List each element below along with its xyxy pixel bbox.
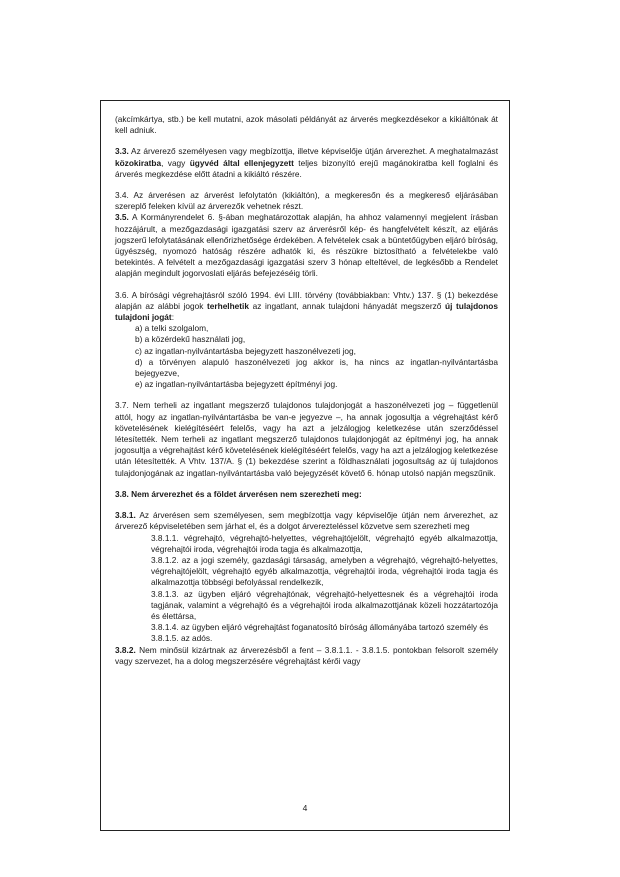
excluded-persons-list xyxy=(115,533,498,645)
list-item: 3.8.1.2. az a jogi személy, gazdasági társaság, amelyben a végrehajtó, végrehajtó-helyettes, végrehajtójelölt, végrehajtó egyéb alkalmazottja, végrehajtói iroda, végrehajtói iroda tagja és alkalmazottja többségi befolyással rendelkezik, xyxy=(151,554,498,588)
paragraph-continued: (akcímkártya, stb.) be kell mutatni, azok másolati példányát az árverés megkezdésekor a kikiáltónak át kell adniuk. xyxy=(115,114,498,136)
list-item: c) az ingatlan-nyilvántartásba bejegyzett haszonélvezeti jog, xyxy=(135,345,356,356)
section-3-8-1: 3.8.1. Az árverésen sem személyesen, sem megbízottja vagy képviselője útján nem árverezhet, az árverező képviseletében sem járhat el, és a dolgot árverezteléssel közvetve sem szerezheti meg xyxy=(115,510,498,532)
section-3-7: 3.7. Nem terheli az ingatlant megszerző tulajdonos tulajdonjogát a haszonélvezeti jog – függetlenül attól, hogy az ingatlan-nyilvántartásba be van-e jegyezve –, ha annak jogosultja a végrehajtást kérő követelésének kielégítéséért felelős, vagy ha azt a jelzálogjog keletkezése után szerződéssel létesítették. Nem terheli az ingatlant megszerző tulajdonos tulajdonjogát az építményi jog, ha annak jogosultja a végrehajtást kérő követelésének kielégítéséért felelős, vagy ha azt a jelzálogjog keletkezése után létesítették. A Vhtv. 137/A. § (1) bekezdése szerint a földhasználati jogosultság az új tulajdonos tulajdonjogának az ingatlan-nyilvántartásba való bejegyzését követő 6. hónap utolsó napján megszűnik. xyxy=(115,400,498,478)
page-number: 4 xyxy=(302,803,308,813)
section-number: 3.8.1. xyxy=(115,510,136,521)
list-item: 3.8.1.3. az ügyben eljáró végrehajtónak, végrehajtó-helyettesnek és a végrehajtói iroda tagjának, valamint a végrehajtó és a végrehajtói iroda alkalmazottjának közeli hozzátartozója és élettársa, xyxy=(151,588,498,621)
list-item: 3.8.1.1. végrehajtó, végrehajtó-helyettes, végrehajtójelölt, végrehajtó egyéb alkalmazottja, végrehajtói iroda, végrehajtói iroda tagja és alkalmazottja, xyxy=(151,532,498,554)
list-item: b) a közérdekű használati jog, xyxy=(135,334,246,345)
section-number: 3.5. xyxy=(115,212,129,223)
section-number: 3.8.2. xyxy=(115,644,136,655)
section-3-5: 3.5. A Kormányrendelet 6. §-ában meghatározottak alapján, ha ahhoz valamennyi megjelent írásban hozzájárult, a mezőgazdasági igazgatási szerv az árverésről kép- és hangfelvételt készít, az eljárás jogszerű lefolytatásának ellenőrizhetősége érdekében. A felvételek csak a büntetőügyben eljáró bíróság, ügyészség, nyomozó hatóság részére adhatók ki, és részükre biztosítható a felvételekbe való betekintés. A felvételt a mezőgazdasági igazgatási szerv 3 hónap elteltével, de legkésőbb a Rendelet alapján megindult jogorvoslati eljárás befejezéséig törli. xyxy=(115,212,498,279)
list-item: 3.8.1.5. az adós. xyxy=(151,633,213,644)
section-3-4: 3.4. Az árverésen az árverést lefolytatón (kikiáltón), a megkeresőn és a megkereső eljárásában szereplő feleken kívül az árverezők vehetnek részt. xyxy=(115,190,498,212)
list-item: e) az ingatlan-nyilvántartásba bejegyzett építményi jog. xyxy=(135,379,338,390)
section-3-8-2: 3.8.2. Nem minősül kizártnak az árverezésből a fent – 3.8.1.1. - 3.8.1.5. pontokban felsorolt személy vagy szervezet, ha a dolog megszerzésére végrehajtást kérői vagy xyxy=(115,644,498,666)
document-body xyxy=(115,114,498,667)
section-number: 3.3. xyxy=(115,146,129,157)
section-3-8-heading: 3.8. Nem árverezhet és a földet árverésen nem szerezheti meg: xyxy=(115,488,362,499)
rights-list xyxy=(115,323,498,390)
section-3-6: 3.6. A bírósági végrehajtásról szóló 1994. évi LIII. törvény (továbbiakban: Vhtv.) 137. § (1) bekezdése alapján az alábbi jogok terhelhetik az ingatlant, annak tulajdoni hányadát megszerző új tulajdonos tulajdoni jogát: xyxy=(115,289,498,323)
list-item: 3.8.1.4. az ügyben eljáró végrehajtást foganatosító bíróság állományába tartozó személy és xyxy=(151,622,489,633)
section-3-3: 3.3. Az árverező személyesen vagy megbízottja, illetve képviselője útján árverezhet. A meghatalmazást közokiratba, vagy ügyvéd által ellenjegyzett teljes bizonyító erejű magánokiratba kell foglalni és árverés megkezdése előtt átadni a kikiáltó részére. xyxy=(115,146,498,179)
list-item: a) a telki szolgalom, xyxy=(135,323,209,334)
text-frame xyxy=(100,100,510,831)
list-item: d) a törvényen alapuló haszonélvezeti jog akkor is, ha nincs az ingatlan-nyilvántartásba bejegyezve, xyxy=(135,356,498,379)
